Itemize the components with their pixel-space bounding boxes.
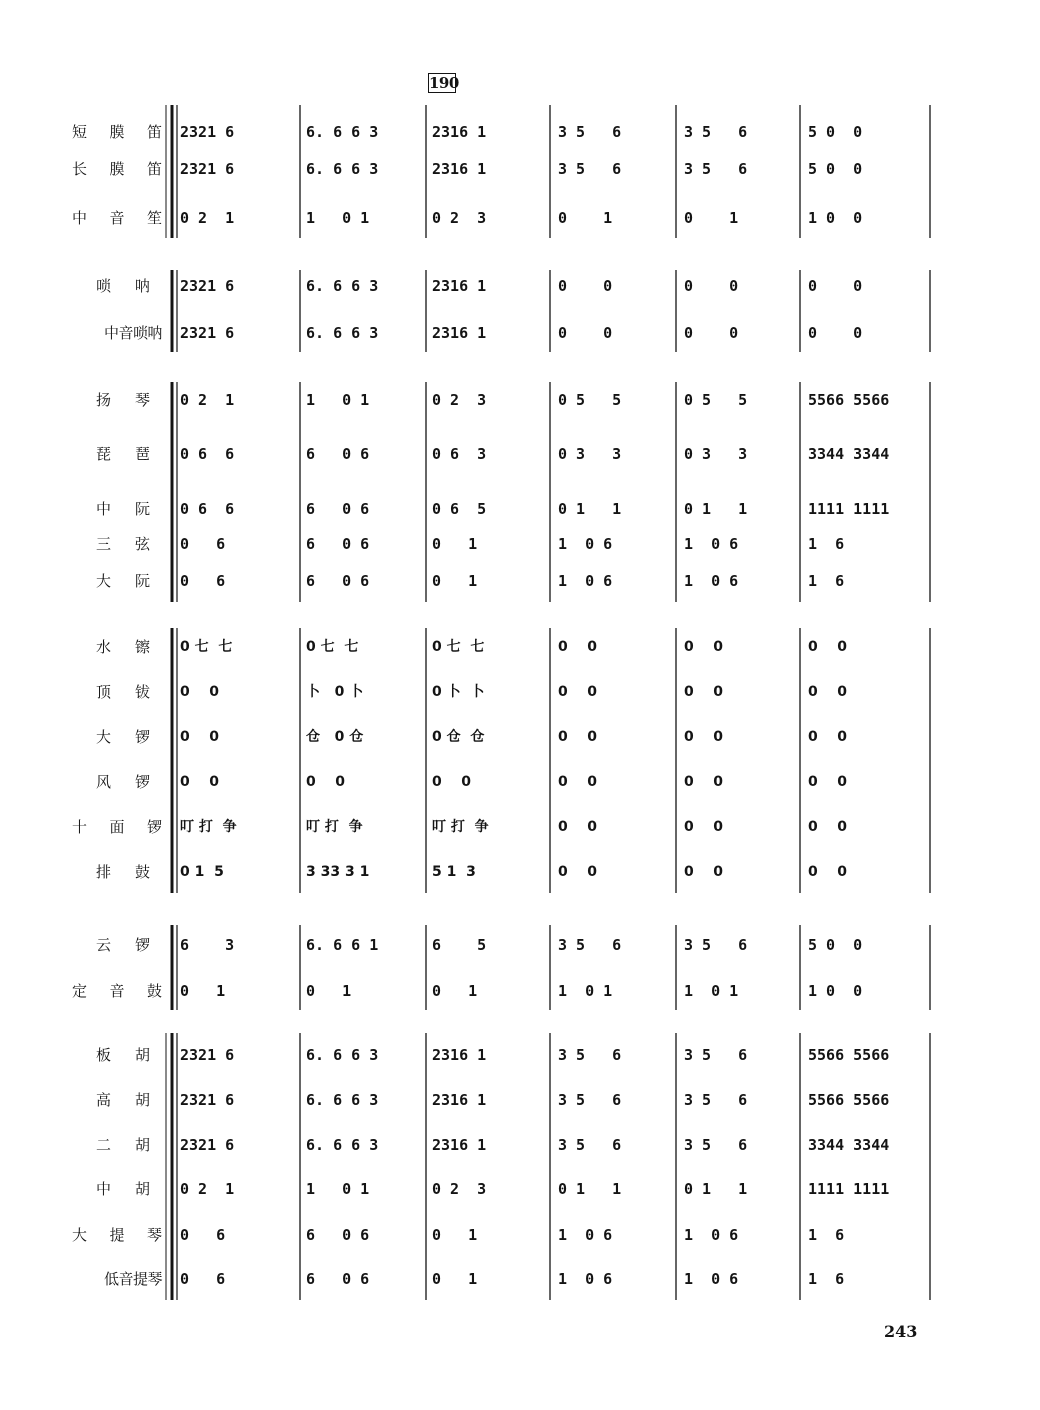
measure-cell: 2316 1 — [432, 1046, 487, 1064]
measure-cell: 3344 3344 — [808, 445, 890, 463]
measure-cell: 0 1 — [432, 1270, 478, 1288]
measure-cell: 3 5 6 — [684, 160, 748, 178]
instrument-label: 云锣 — [96, 936, 150, 954]
measure-cell: 0 6 — [180, 1270, 226, 1288]
measure-cell: 2321 6 — [180, 324, 235, 342]
measure-cell: 0 0 — [684, 684, 723, 700]
measure-cell: 0 0 — [558, 277, 613, 295]
measure-cell: 0 0 — [558, 684, 597, 700]
measure-cell: 5 1 3 — [432, 864, 476, 880]
measure-cell: 0 0 — [684, 774, 723, 790]
measure-cell: 1 0 6 — [558, 1270, 613, 1288]
instrument-label: 唢呐 — [96, 277, 150, 295]
measure-cell: 5 0 0 — [808, 123, 863, 141]
instrument-label: 琵琶 — [96, 445, 150, 463]
measure-cell: 1 0 0 — [808, 209, 863, 227]
measure-cell: 1 0 1 — [306, 209, 370, 227]
measure-cell: 0 2 1 — [180, 209, 235, 227]
measure-cell: 1 0 6 — [684, 535, 739, 553]
measure-cell: 0 0 — [558, 639, 597, 655]
measure-cell: 叮 打 争 — [432, 819, 489, 835]
instrument-label: 高胡 — [96, 1091, 150, 1109]
measure-cell: 1 6 — [808, 1226, 845, 1244]
measure-cell: 1 0 1 — [558, 982, 613, 1000]
measure-cell: 2321 6 — [180, 1091, 235, 1109]
instrument-label: 短膜笛 — [72, 123, 162, 141]
measure-cell: 0 1 1 — [558, 1180, 622, 1198]
measure-cell: 1 0 6 — [558, 1226, 613, 1244]
measure-cell: 0 1 — [432, 535, 478, 553]
measure-cell: 2316 1 — [432, 160, 487, 178]
measure-cell: 0 6 — [180, 535, 226, 553]
measure-cell: 0 仓 仓 — [432, 729, 485, 745]
measure-cell: 2321 6 — [180, 123, 235, 141]
measure-cell: 0 1 — [684, 209, 739, 227]
measure-cell: 3 33 3 1 — [306, 864, 370, 880]
instrument-label: 大提琴 — [72, 1226, 162, 1244]
measure-cell: 0 2 3 — [432, 391, 487, 409]
measure-cell: 5566 5566 — [808, 1046, 890, 1064]
measure-cell: 1 0 6 — [684, 1270, 739, 1288]
measure-cell: 1 0 6 — [558, 535, 613, 553]
measure-cell: 6 0 6 — [306, 572, 370, 590]
measure-cell: 3 5 6 — [558, 936, 622, 954]
measure-cell: 2321 6 — [180, 1046, 235, 1064]
instrument-label: 定音鼓 — [72, 982, 162, 1000]
measure-cell: 0 0 — [684, 729, 723, 745]
instrument-label: 长膜笛 — [72, 160, 162, 178]
measure-cell: 0 0 — [684, 324, 739, 342]
measure-cell: 0 0 — [808, 864, 847, 880]
measure-cell: 3344 3344 — [808, 1136, 890, 1154]
measure-cell: 6. 6 6 3 — [306, 1046, 379, 1064]
measure-cell: 0 1 — [432, 982, 478, 1000]
measure-cell: 0 0 — [684, 277, 739, 295]
measure-cell: 叮 打 争 — [180, 819, 237, 835]
measure-cell: 2321 6 — [180, 160, 235, 178]
measure-cell: 6. 6 6 3 — [306, 1091, 379, 1109]
measure-cell: 1 0 1 — [684, 982, 739, 1000]
measure-cell: 0 6 6 — [180, 500, 235, 518]
measure-cell: 0 0 — [180, 729, 219, 745]
measure-cell: 0 0 — [558, 774, 597, 790]
measure-cell: 2321 6 — [180, 277, 235, 295]
measure-cell: 3 5 6 — [558, 1091, 622, 1109]
measure-cell: 6. 6 6 3 — [306, 324, 379, 342]
measure-cell: 1 6 — [808, 535, 845, 553]
measure-cell: 1 6 — [808, 1270, 845, 1288]
measure-cell: 0 0 — [558, 864, 597, 880]
measure-cell: 6. 6 6 3 — [306, 277, 379, 295]
measure-cell: 3 5 6 — [684, 123, 748, 141]
measure-cell: 3 5 6 — [684, 1136, 748, 1154]
instrument-label: 中音笙 — [72, 209, 162, 227]
measure-cell: 0 1 — [558, 209, 613, 227]
measure-cell: 6. 6 6 3 — [306, 123, 379, 141]
measure-cell: 0 1 1 — [684, 500, 748, 518]
instrument-label: 板胡 — [96, 1046, 150, 1064]
measure-cell: 0 6 6 — [180, 445, 235, 463]
measure-cell: 0 0 — [558, 729, 597, 745]
measure-cell: 0 0 — [558, 324, 613, 342]
instrument-label: 十面锣 — [72, 818, 162, 836]
measure-cell: 2316 1 — [432, 277, 487, 295]
measure-cell: 0 0 — [684, 864, 723, 880]
measure-cell: 0 1 — [432, 572, 478, 590]
measure-cell: 0 1 — [306, 982, 352, 1000]
measure-cell: 0 6 — [180, 1226, 226, 1244]
measure-cell: 6 5 — [432, 936, 487, 954]
measure-cell: 0 3 3 — [684, 445, 748, 463]
measure-cell: 6. 6 6 1 — [306, 936, 379, 954]
measure-cell: 0 0 — [432, 774, 471, 790]
measure-cell: 3 5 6 — [558, 1046, 622, 1064]
instrument-label: 顶钹 — [96, 683, 150, 701]
measure-cell: 0 0 — [684, 819, 723, 835]
measure-cell: 0 0 — [306, 774, 345, 790]
measure-cell: 0 1 1 — [558, 500, 622, 518]
instrument-label: 中阮 — [96, 500, 150, 518]
measure-cell: 1 0 0 — [808, 982, 863, 1000]
measure-cell: 3 5 6 — [558, 160, 622, 178]
measure-cell: 0 0 — [180, 774, 219, 790]
measure-cell: 0 0 — [808, 774, 847, 790]
measure-cell: 1 0 1 — [306, 391, 370, 409]
measure-cell: 1 0 1 — [306, 1180, 370, 1198]
measure-cell: 5 0 0 — [808, 160, 863, 178]
measure-cell: 0 七 七 — [306, 639, 359, 655]
measure-cell: 6 0 6 — [306, 1270, 370, 1288]
instrument-label: 大阮 — [96, 572, 150, 590]
measure-cell: 6 0 6 — [306, 500, 370, 518]
measure-cell: 0 6 — [180, 572, 226, 590]
measure-cell: 0 0 — [808, 819, 847, 835]
measure-cell: 5566 5566 — [808, 391, 890, 409]
page-number: 243 — [884, 1322, 918, 1341]
measure-cell: 0 1 1 — [684, 1180, 748, 1198]
measure-cell: 6 0 6 — [306, 535, 370, 553]
measure-cell: 0 6 5 — [432, 500, 487, 518]
instrument-label: 水镲 — [96, 638, 150, 656]
measure-cell: 0 0 — [558, 819, 597, 835]
measure-cell: 0 1 — [180, 982, 226, 1000]
measure-cell: 6 3 — [180, 936, 235, 954]
rehearsal-mark: 190 — [429, 74, 459, 92]
measure-cell: 0 0 — [684, 639, 723, 655]
measure-cell: 3 5 6 — [558, 123, 622, 141]
measure-cell: 0 0 — [808, 324, 863, 342]
measure-cell: 0 0 — [808, 684, 847, 700]
measure-cell: 叮 打 争 — [306, 819, 363, 835]
measure-cell: 0 七 七 — [432, 639, 485, 655]
measure-cell: 3 5 6 — [684, 1046, 748, 1064]
measure-cell: 0 3 3 — [558, 445, 622, 463]
measure-cell: 0 5 5 — [684, 391, 748, 409]
measure-cell: 0 5 5 — [558, 391, 622, 409]
measure-cell: 2316 1 — [432, 324, 487, 342]
measure-cell: 0 2 3 — [432, 209, 487, 227]
measure-cell: 0 0 — [808, 639, 847, 655]
measure-cell: 0 6 3 — [432, 445, 487, 463]
instrument-label: 排鼓 — [96, 863, 150, 881]
instrument-label: 大锣 — [96, 728, 150, 746]
measure-cell: 0 1 5 — [180, 864, 224, 880]
measure-cell: 0 0 — [180, 684, 219, 700]
measure-cell: 6. 6 6 3 — [306, 1136, 379, 1154]
measure-cell: 1 0 6 — [684, 1226, 739, 1244]
measure-cell: 2316 1 — [432, 1136, 487, 1154]
measure-cell: 1 0 6 — [558, 572, 613, 590]
measure-cell: 3 5 6 — [684, 936, 748, 954]
instrument-label: 三弦 — [96, 535, 150, 553]
measure-cell: 2316 1 — [432, 1091, 487, 1109]
measure-cell: 1 0 6 — [684, 572, 739, 590]
instrument-label: 中胡 — [96, 1180, 150, 1198]
instrument-label: 低音提琴 — [103, 1270, 162, 1288]
measure-cell: 5 0 0 — [808, 936, 863, 954]
measure-cell: 1111 1111 — [808, 500, 890, 518]
instrument-label: 扬琴 — [96, 391, 150, 409]
measure-cell: 0 七 七 — [180, 639, 233, 655]
measure-cell: 3 5 6 — [684, 1091, 748, 1109]
instrument-label: 中音唢呐 — [103, 324, 162, 342]
measure-cell: 0 2 3 — [432, 1180, 487, 1198]
measure-cell: 卜 0 卜 — [306, 684, 364, 700]
measure-cell: 仓 0 仓 — [306, 729, 364, 745]
measure-cell: 0 2 1 — [180, 1180, 235, 1198]
measure-cell: 1 6 — [808, 572, 845, 590]
measure-cell: 2321 6 — [180, 1136, 235, 1154]
measure-cell: 6 0 6 — [306, 445, 370, 463]
measure-cell: 0 0 — [808, 729, 847, 745]
measure-cell: 0 0 — [808, 277, 863, 295]
measure-cell: 1111 1111 — [808, 1180, 890, 1198]
measure-cell: 2316 1 — [432, 123, 487, 141]
measure-cell: 0 1 — [432, 1226, 478, 1244]
measure-cell: 0 2 1 — [180, 391, 235, 409]
instrument-label: 二胡 — [96, 1136, 150, 1154]
measure-cell: 6. 6 6 3 — [306, 160, 379, 178]
measure-cell: 6 0 6 — [306, 1226, 370, 1244]
measure-cell: 0 卜 卜 — [432, 684, 485, 700]
measure-cell: 3 5 6 — [558, 1136, 622, 1154]
measure-cell: 5566 5566 — [808, 1091, 890, 1109]
instrument-label: 风锣 — [96, 773, 150, 791]
